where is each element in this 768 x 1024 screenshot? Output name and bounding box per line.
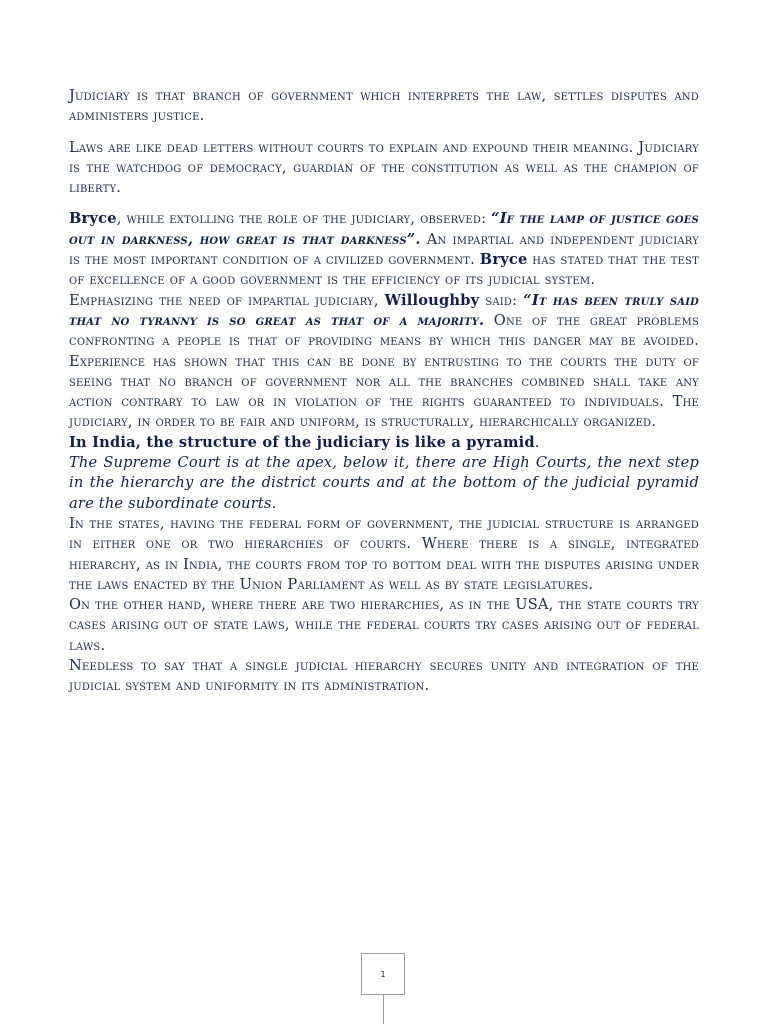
willoughby-name: Willoughby <box>384 291 480 309</box>
paragraph-laws: Laws are like dead letters without courts to explain and expound their meaning. Judiciary is the watchdog of democracy, guardian of the constitution as well as the champion of liberty. <box>69 138 699 197</box>
bryce-name: Bryce <box>69 210 117 228</box>
bryce-name-2: Bryce <box>479 251 528 269</box>
paragraph-willoughby <box>69 291 699 433</box>
bryce-text-1: , while extolling the role of the judiciary, observed: <box>116 210 492 228</box>
bryce-text-3: has stated that the test of excellence of a good government is the efficiency of its judicial system. <box>69 251 700 289</box>
paragraph-states: In the states, having the federal form of government, the judicial structure is arranged in either one or two hierarchies of courts. Where there is a single, integrated hierarchy, as in India, the courts from top to bottom deal with the disputes arising under the laws enacted by the Union Parliament as well as by state legislatures. <box>69 514 699 593</box>
paragraph-conclusion: Needless to say that a single judicial hierarchy secures unity and integration of the judicial system and uniformity in its administration. <box>69 657 699 695</box>
bryce-quote: “If the lamp of justice goes out in darkness, how great is that darkness”. <box>69 210 699 248</box>
pyramid-heading: In India, the structure of the judiciary is like a pyramid <box>69 433 535 451</box>
document-body <box>69 86 699 697</box>
page-number-connector-line <box>383 995 384 1024</box>
willoughby-quote: “It has been truly said that no tyranny is so great as that of a majority. <box>69 291 699 329</box>
willoughby-text-2: said: <box>479 291 524 309</box>
paragraph-supreme-court: The Supreme Court is at the apex, below it, there are High Courts, the next step in the hierarchy are the district courts and at the bottom of the judicial pyramid are the subordinate courts. <box>69 454 699 512</box>
paragraph-definition: Judiciary is that branch of government which interprets the law, settles disputes and administers justice. <box>69 87 699 125</box>
bryce-text-2: An impartial and independent judiciary is the most important condition of a civilized government. <box>69 230 700 269</box>
page-number: 1 <box>361 953 405 995</box>
paragraph-usa: On the other hand, where there are two hierarchies, as in the USA, the state courts try cases arising out of state laws, while the federal courts try cases arising out of federal laws. <box>69 596 699 654</box>
paragraph-bryce <box>69 209 699 290</box>
willoughby-text-3: One of the great problems confronting a people is that of providing means by which this danger may be avoided. Experience has shown that this can be done by entrusting to the courts the duty of seeing that no branch of government nor all the branches combined shall take any action contrary to law or in violation of the rights guaranteed to individuals. The judiciary, in order to be fair and uniform, is structurally, hierarchically organized. <box>69 311 700 431</box>
paragraph-pyramid-heading <box>69 433 699 453</box>
willoughby-text-1: Emphasizing the need of impartial judiciary, <box>69 291 385 309</box>
pyramid-heading-dot: . <box>534 433 540 451</box>
